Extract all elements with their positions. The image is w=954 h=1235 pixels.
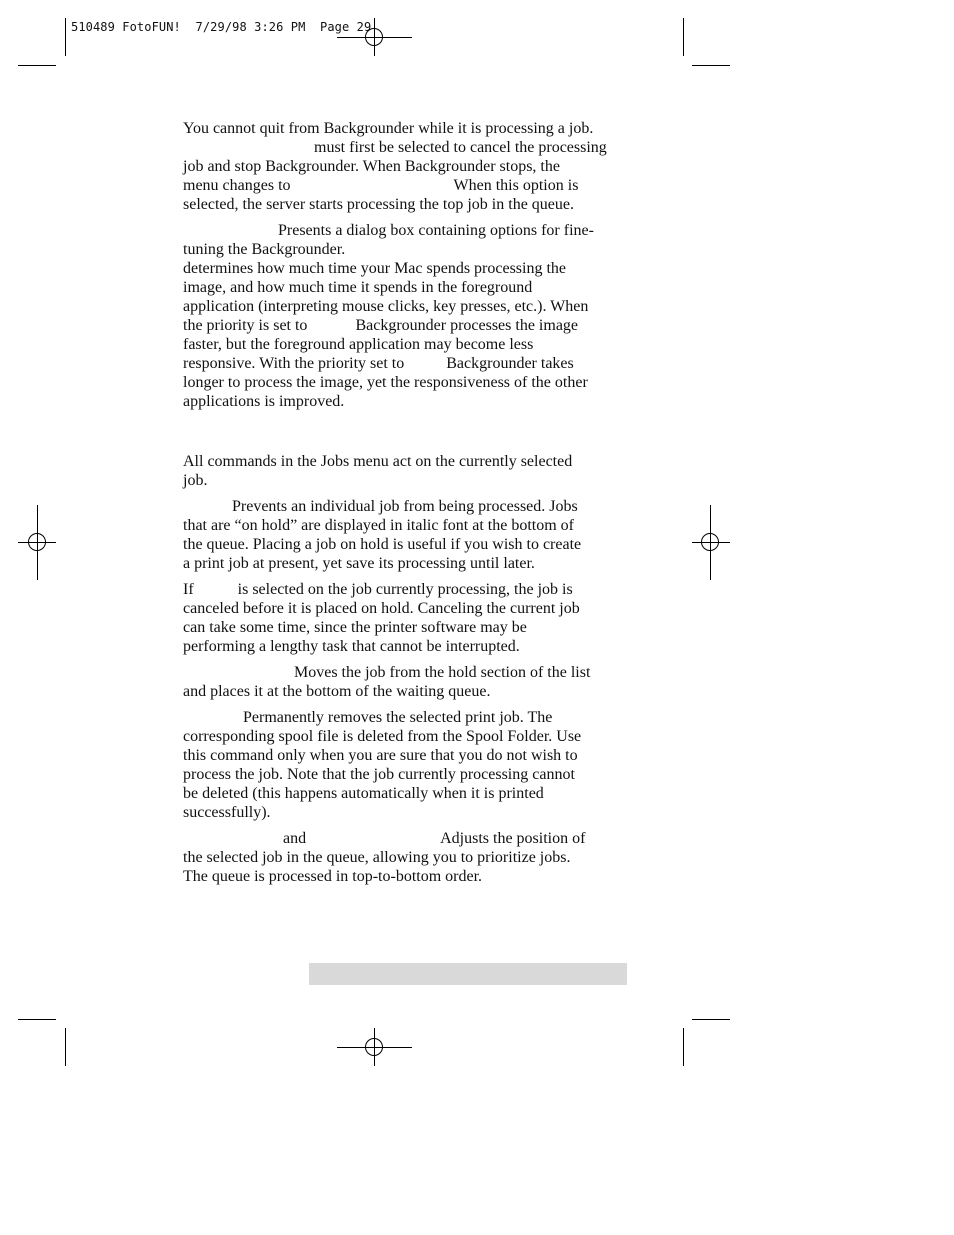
paragraph-quit-backgrounder — [183, 119, 643, 214]
crop-mark-bottom-left-horizontal — [18, 1019, 56, 1020]
paragraph-preferences — [183, 221, 643, 411]
text-line: job. — [183, 472, 208, 489]
text-line: If is selected on the job currently processing, the job is — [183, 581, 573, 598]
text-line: The queue is processed in top-to-bottom order. — [183, 868, 483, 885]
text-line: You cannot quit from Backgrounder while it is processing a job. — [183, 120, 594, 137]
text-line: canceled before it is placed on hold. Canceling the current job — [183, 600, 580, 617]
text-line: corresponding spool file is deleted from the Spool Folder. Use — [183, 728, 582, 745]
text-line: All commands in the Jobs menu act on the currently selected — [183, 453, 573, 470]
text-line: the selected job in the queue, allowing you to prioritize jobs. — [183, 849, 571, 866]
text-line: image, and how much time it spends in the foreground — [183, 279, 533, 296]
text-line: process the job. Note that the job currently processing cannot — [183, 766, 575, 783]
text-line: a print job at present, yet save its processing until later. — [183, 555, 535, 572]
text-line: performing a lengthy task that cannot be interrupted. — [183, 638, 520, 655]
paragraph-hold-current-job — [183, 580, 643, 656]
text-line: the queue. Placing a job on hold is useful if you wish to create — [183, 536, 582, 553]
text-line: be deleted (this happens automatically when it is printed — [183, 785, 544, 802]
text-line: Permanently removes the selected print job. The — [243, 709, 553, 726]
text-line: faster, but the foreground application may become less — [183, 336, 534, 353]
text-line: and Adjusts the position of — [283, 830, 586, 847]
text-line: Prevents an individual job from being processed. Jobs — [232, 498, 578, 515]
crop-mark-top-right-horizontal — [692, 65, 730, 66]
registration-mark-top-circle — [365, 28, 383, 46]
text-line: can take some time, since the printer software may be — [183, 619, 527, 636]
text-line: longer to process the image, yet the responsiveness of the other — [183, 374, 588, 391]
text-line: job and stop Backgrounder. When Backgrounder stops, the — [183, 158, 560, 175]
registration-mark-bottom-circle — [365, 1038, 383, 1056]
paragraph-delete — [183, 708, 643, 822]
text-line: applications is improved. — [183, 393, 345, 410]
paragraph-hold — [183, 497, 643, 573]
text-line: the priority is set to Backgrounder processes the image — [183, 317, 579, 334]
paragraph-jobs-menu — [183, 452, 643, 490]
crop-mark-bottom-left-vertical — [65, 1028, 66, 1066]
text-line: that are “on hold” are displayed in italic font at the bottom of — [183, 517, 574, 534]
crop-mark-top-left-vertical — [65, 18, 66, 56]
text-line: responsive. With the priority set to Backgrounder takes — [183, 355, 574, 372]
registration-mark-right-circle — [701, 533, 719, 551]
crop-mark-top-left-horizontal — [18, 65, 56, 66]
registration-mark-left-circle — [28, 533, 46, 551]
text-line: tuning the Backgrounder. — [183, 241, 346, 258]
crop-mark-bottom-right-vertical — [683, 1028, 684, 1066]
footer-shaded-bar — [309, 963, 627, 985]
text-line: must first be selected to cancel the processing — [314, 139, 607, 156]
paragraph-release — [183, 663, 643, 701]
text-line: selected, the server starts processing the top job in the queue. — [183, 196, 574, 213]
text-line: determines how much time your Mac spends processing the — [183, 260, 567, 277]
text-line: application (interpreting mouse clicks, key presses, etc.). When — [183, 298, 589, 315]
text-line: successfully). — [183, 804, 271, 821]
crop-mark-top-right-vertical — [683, 18, 684, 56]
text-line: Presents a dialog box containing options for fine- — [278, 222, 594, 239]
paragraph-move-up-down — [183, 829, 643, 886]
print-slug: 510489 FotoFUN! 7/29/98 3:26 PM Page 29 — [71, 20, 372, 34]
crop-mark-bottom-right-horizontal — [692, 1019, 730, 1020]
text-line: menu changes to When this option is — [183, 177, 579, 194]
text-line: this command only when you are sure that you do not wish to — [183, 747, 578, 764]
text-line: and places it at the bottom of the waiting queue. — [183, 683, 491, 700]
text-line: Moves the job from the hold section of the list — [294, 664, 591, 681]
